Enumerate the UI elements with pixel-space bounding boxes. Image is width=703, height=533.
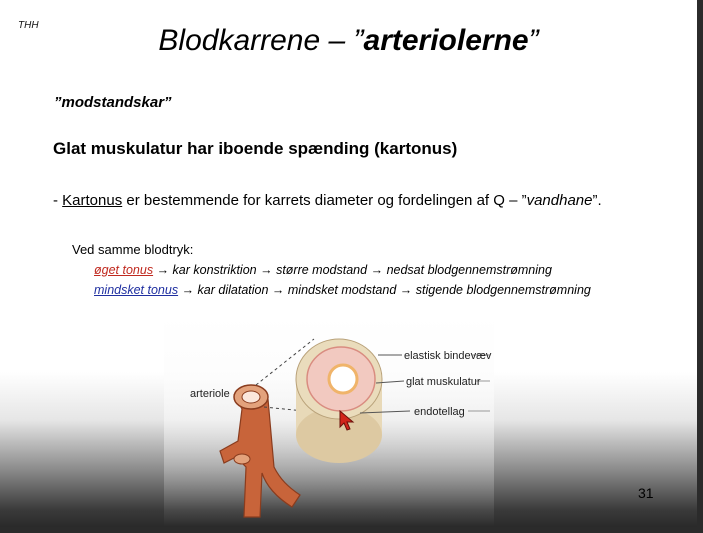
line1-part: større modstand <box>276 263 368 277</box>
arrow-icon: → <box>181 283 195 297</box>
branch-end <box>234 454 250 464</box>
bullet-point <box>53 192 602 209</box>
window-edge-bottom <box>0 527 703 533</box>
increased-tonus-term: øget tonus <box>94 263 154 277</box>
label-smooth-muscle: glat muskulatur <box>406 376 481 388</box>
decreased-tonus-term: mindsket tonus <box>94 283 179 297</box>
endothelium-layer <box>329 365 357 393</box>
slide-heading: Glat muskulatur har iboende spænding (kartonus) <box>53 139 458 158</box>
bullet-text: er bestemmende for karrets diameter og fordelingen af Q – ” <box>122 192 527 209</box>
label-endothelium: endotellag <box>414 406 465 418</box>
arrow-icon: → <box>271 283 285 297</box>
arrow-icon: → <box>260 263 273 277</box>
line1-part: kar konstriktion <box>172 263 257 277</box>
same-pressure-label: Ved samme blodtryk: <box>72 242 194 257</box>
label-elastic-tissue: elastisk bindevæv <box>404 350 492 362</box>
bullet-end: ”. <box>592 192 602 209</box>
line2-part: mindsket modstand <box>287 283 397 297</box>
title-end: ” <box>528 24 539 57</box>
bullet-italic: vandhane <box>526 192 593 209</box>
arrow-icon: → <box>370 263 384 277</box>
arrow-icon: → <box>156 263 170 277</box>
line1-part: nedsat blodgennemstrømning <box>386 263 552 277</box>
line2-part: kar dilatation <box>197 283 269 297</box>
page-number: 31 <box>638 485 654 501</box>
decreased-tonus-line <box>94 283 591 297</box>
increased-tonus-line <box>94 263 552 277</box>
bullet-prefix: - <box>53 192 63 209</box>
arrow-icon: → <box>399 283 413 297</box>
label-arteriole: arteriole <box>190 388 230 400</box>
author-initials: THH <box>18 20 39 31</box>
window-edge-right <box>697 0 703 533</box>
line2-part: stigende blodgennemstrømning <box>415 283 591 297</box>
mouse-cursor-icon <box>339 410 355 432</box>
title-text: Blodkarrene – ” <box>158 24 364 57</box>
arteriole-illustration <box>164 317 494 527</box>
vessel-lumen <box>242 391 260 403</box>
slide-title <box>0 24 697 58</box>
slide-subtitle: ”modstandskar” <box>54 94 172 111</box>
bullet-term: Kartonus <box>62 192 123 209</box>
title-bold-text: arteriolerne <box>363 24 529 57</box>
